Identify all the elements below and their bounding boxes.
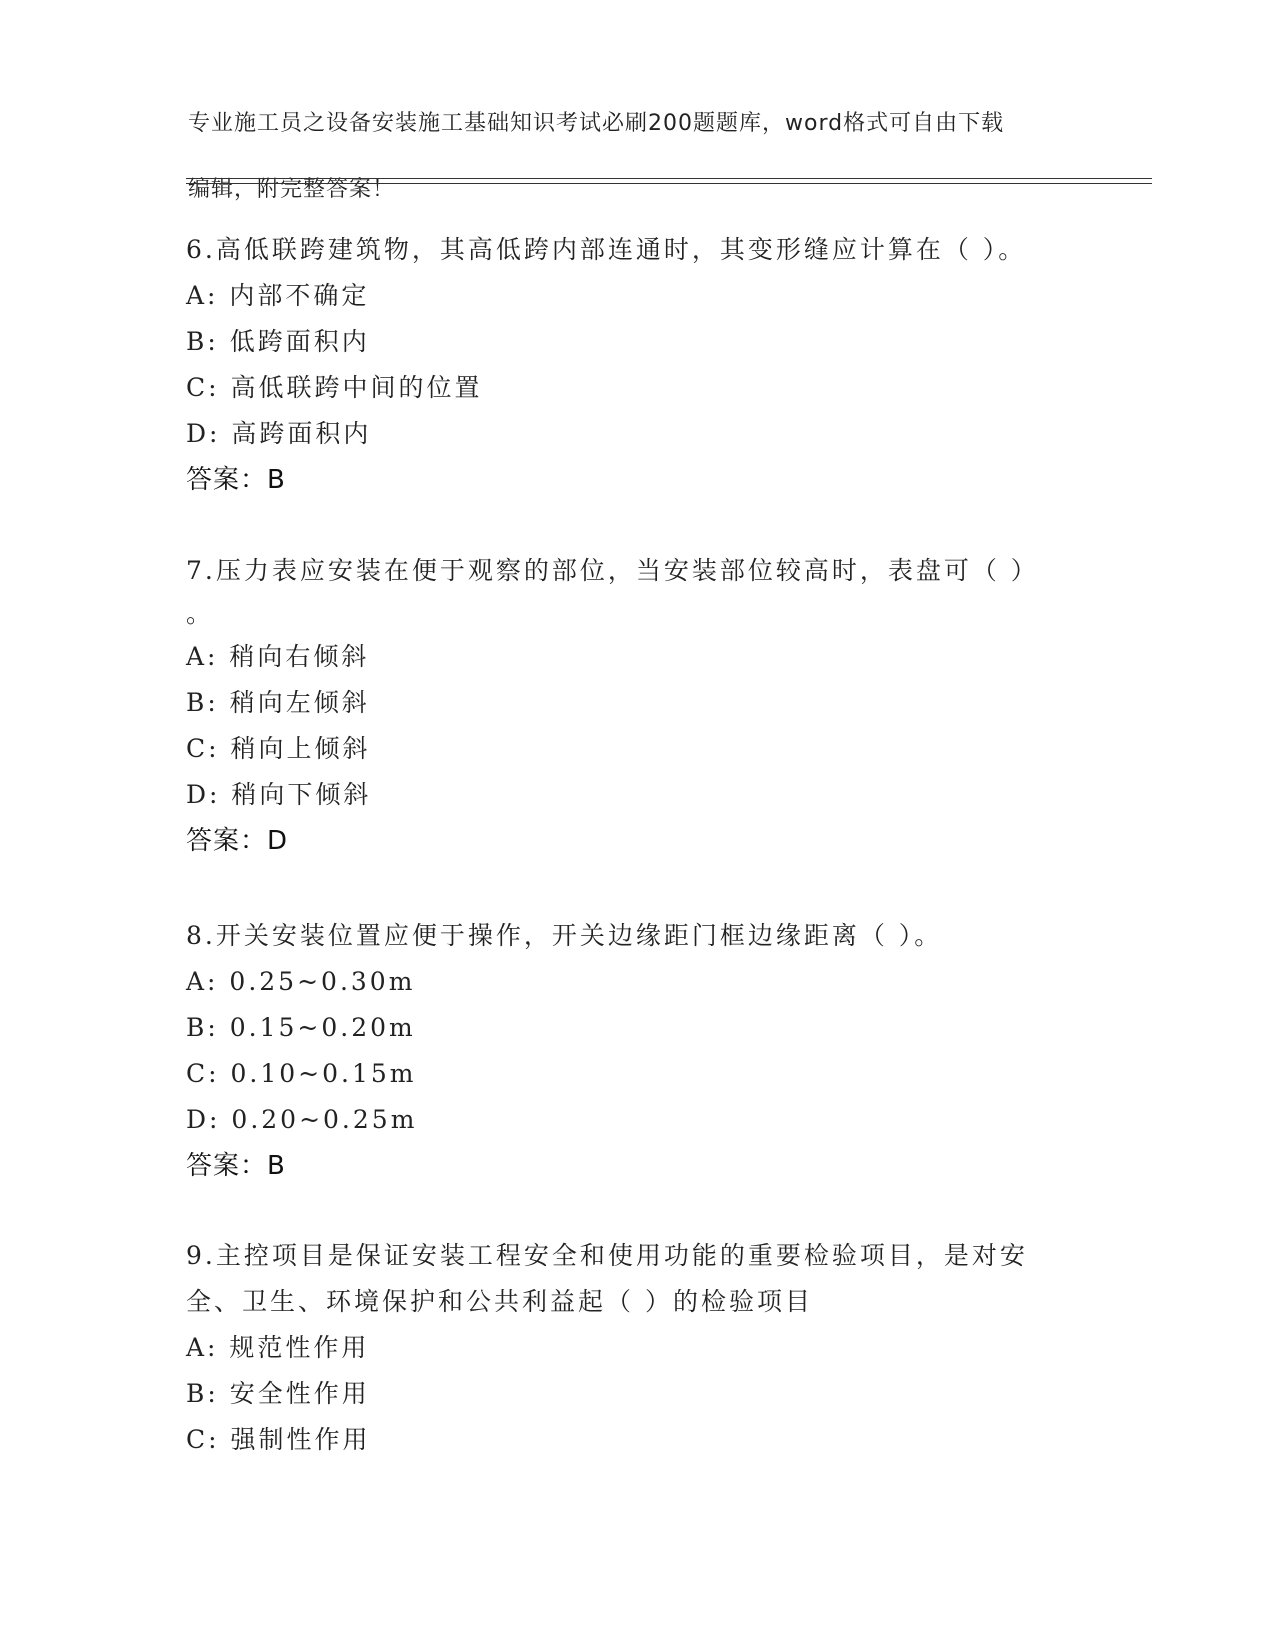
answer-label: 答案：B: [186, 465, 286, 495]
option-c: C: 稍向上倾斜: [186, 734, 371, 763]
header-line-1: 专业施工员之设备安装施工基础知识考试必刷200题题库，word格式可自由下载: [188, 111, 1005, 136]
option-b: B: 0.15~0.20m: [186, 1013, 416, 1042]
option-a: A: 规范性作用: [186, 1333, 370, 1362]
option-a: A: 内部不确定: [186, 281, 370, 310]
option-c: C: 高低联跨中间的位置: [186, 373, 483, 402]
option-d: D: 稍向下倾斜: [186, 780, 372, 809]
question-stem: 6.高低联跨建筑物，其高低跨内部连通时，其变形缝应计算在（ ）。: [186, 235, 1027, 264]
option-c: C: 强制性作用: [186, 1425, 371, 1454]
question-stem: 8.开关安装位置应便于操作，开关边缘距门框边缘距离（ ）。: [186, 921, 943, 950]
option-b: B: 低跨面积内: [186, 327, 370, 356]
question-6: [186, 227, 1066, 503]
option-a: A: 稍向右倾斜: [186, 642, 370, 671]
question-7: [186, 548, 1066, 864]
answer-label: 答案：D: [186, 826, 289, 856]
header-divider-top: [186, 178, 1152, 179]
header-line-2: 编辑，附完整答案！: [188, 177, 396, 202]
answer-label: 答案：B: [186, 1151, 286, 1181]
document-header: [188, 74, 1068, 239]
option-c: C: 0.10~0.15m: [186, 1059, 417, 1088]
question-stem-line-1: 7.压力表应安装在便于观察的部位，当安装部位较高时，表盘可（ ）: [186, 556, 1039, 585]
question-8: [186, 913, 1066, 1189]
header-divider-bottom: [186, 183, 1152, 184]
question-stem-line-1: 9.主控项目是保证安装工程安全和使用功能的重要检验项目，是对安: [186, 1241, 1028, 1270]
question-stem-line-2: 。: [186, 599, 215, 628]
option-d: D: 0.20~0.25m: [186, 1105, 418, 1134]
option-b: B: 稍向左倾斜: [186, 688, 370, 717]
option-d: D: 高跨面积内: [186, 419, 372, 448]
question-stem-line-2: 全、卫生、环境保护和公共利益起（ ）的检验项目: [186, 1287, 813, 1316]
option-a: A: 0.25~0.30m: [186, 967, 416, 996]
question-9: [186, 1233, 1066, 1463]
option-b: B: 安全性作用: [186, 1379, 370, 1408]
